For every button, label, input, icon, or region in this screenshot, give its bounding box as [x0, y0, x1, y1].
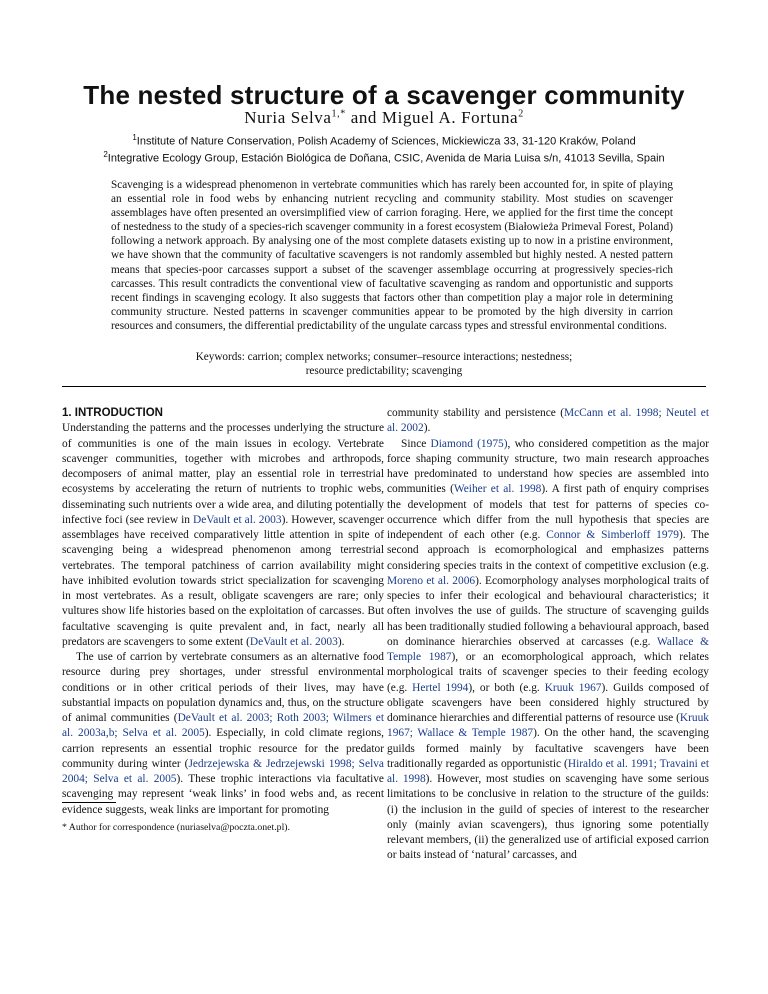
citation-link[interactable]: DeVault et al. 2003; Roth 2003; Wilmers et al. 2003a,b; Selva et al. 2005: [62, 712, 385, 740]
citation-link[interactable]: DeVault et al. 2003: [193, 513, 282, 526]
author-name: Miguel A. Fortuna: [381, 108, 519, 127]
affiliation-number: 2: [103, 150, 108, 159]
paragraph: [387, 406, 709, 437]
text-run: community stability and persistence (: [387, 407, 564, 419]
affiliation-text: Integrative Ecology Group, Estación Biológica de Doñana, CSIC, Avenida de Maria Luisa s/n, 41013 Sevilla, Spain: [107, 152, 665, 165]
citation-link[interactable]: Hiraldo et al. 1991; Travaini et al. 1998: [387, 757, 709, 785]
text-run: ). These trophic interactions via facultative scavenging may represent ‘weak links’ in food webs and, as recent evidence suggests, weak links are important for promoting: [62, 773, 384, 816]
keywords-line: Keywords: carrion; complex networks; consumer–resource interactions; nestedness;: [195, 351, 573, 363]
paragraph: [62, 650, 384, 818]
text-run: ). However, scavenger assemblages have received comparatively little attention in spite of scavenging being a widespread phenomenon among terrestrial vertebrates. The temporal patchiness of carrion availability might have inhibited evolution towards strict specialization for scavenging in most vertebrates. As a result, obligate scavengers are rare; only vultures show life histories based on the exploitation of carcasses. But facultative scavenging is quite prevalent and, in fact, nearly all predators are scavengers to some extent (: [62, 513, 384, 648]
left-column: [62, 406, 384, 818]
text-run: , who considered competition as the major force shaping community structure, two main research approaches have predominated to understand how species are assembled into communities (: [387, 437, 710, 496]
citation-link[interactable]: Moreno et al. 2006: [387, 574, 476, 587]
text-run: ). On the other hand, the scavenging guilds formed mainly by facultative scavengers have been traditionally regarded as opportunistic (: [387, 727, 709, 770]
text-run: ), or both (e.g.: [468, 681, 545, 694]
citation-link[interactable]: Jedrzejewska & Jedrzejewski 1998; Selva 2004; Selva et al. 2005: [62, 757, 384, 785]
citation-link[interactable]: Kruuk 1967; Wallace & Temple 1987: [387, 712, 709, 740]
citation-link[interactable]: Hertel 1994: [412, 681, 469, 694]
keywords: [0, 350, 768, 379]
section-divider: [62, 386, 706, 387]
author-name: Nuria Selva: [244, 108, 332, 127]
text-run: The use of carrion by vertebrate consumers as an alternative food resource during prey shortages, under stressful environmental conditions or in other critical periods of their lives, may have substantial impacts on population dynamics and, thus, on the structure of animal communities (: [62, 651, 384, 724]
citation-link[interactable]: McCann et al. 1998; Neutel et al. 2002: [387, 407, 709, 435]
text-run: Since: [401, 437, 431, 450]
keywords-line: resource predictability; scavenging: [305, 365, 463, 378]
text-run: ). The second approach is ecomorphological and emphasizes patterns considering species traits in the context of competitive exclusion (e.g.: [387, 529, 709, 572]
citation-link[interactable]: Weiher et al. 1998: [453, 483, 542, 496]
citation-link[interactable]: DeVault et al. 2003: [249, 635, 338, 648]
text-run: ). Guilds composed of obligate scavengers have been considered highly structured by dominance hierarchies and differential patterns of resource use (: [387, 681, 709, 724]
footnote: * Author for correspondence (nuriaselva@poczta.onet.pl).: [62, 822, 291, 833]
text-run: Understanding the patterns and the processes underlying the structure of communities is one of the main issues in ecology. Vertebrate scavenger communities, together with microbes and arthropods, decomposers of animal matter, play an essential role in terrestrial ecosystems by accelerating the return of nutrients to trophic webs, disseminating such nutrients over a wide area, and diluting potentially infective foci (see review in: [62, 422, 384, 526]
footnote-divider: [62, 802, 116, 803]
text-run: ). Ecomorphology analyses morphological traits of species to infer their ecological and behavioural characteristics; it often involves the use of guilds. The structure of scavenging guilds has been traditionally studied following a behavioural approach, based on dominance hierarchies observed at carcasses (e.g.: [387, 574, 709, 648]
text-run: ). A first path of enquiry comprises the development of models that test for patterns of species co-occurrence which differ from the null hypothesis that species are independent of each other (e.g.: [387, 483, 709, 541]
affiliation-number: 1: [132, 133, 137, 142]
author-line: [0, 108, 768, 128]
text-run: ). However, most studies on scavenging have some serious limitations to be conclusive in relation to the structure of the guilds: (i) the inclusion in the guild of species of interest to the researcher only (mainly avian scavengers), thus ignoring some potentially relevant members, (ii) the generalized use of artificial exposed carrion or baits instead of ‘natural’ carcasses, and: [387, 773, 709, 862]
author-affiliation-mark: 2: [518, 108, 524, 120]
paper-title: The nested structure of a scavenger community: [83, 80, 685, 110]
citation-link[interactable]: Kruuk 1967: [544, 681, 602, 694]
right-column: [387, 406, 709, 864]
text-run: ).: [337, 635, 345, 648]
paragraph: [387, 437, 709, 864]
affiliation-text: Institute of Nature Conservation, Polish Academy of Sciences, Mickiewicza 33, 31-120 Kraków, Poland: [136, 135, 636, 148]
paragraph: [62, 421, 384, 650]
citation-link[interactable]: Connor & Simberloff 1979: [546, 529, 679, 541]
author-affiliation-mark: 1,*: [331, 108, 346, 120]
citation-link[interactable]: Diamond (1975): [430, 437, 508, 450]
abstract: Scavenging is a widespread phenomenon in vertebrate communities which has rarely been accounted for, in spite of playing an essential role in food webs by enhancing nutrient recycling and community stability. Most studies on scavenger assemblages have often presented an oversimplified view of carrion foraging. Here, we applied for the first time the concept of nestedness to the study of a species-rich scavenger community in a forest ecosystem (Białowieża Primeval Forest, Poland) following a network approach. By analysing one of the most complete datasets existing up to now in a pristine environment, we have shown that the community of facultative scavengers is not randomly assembled but highly nested. A nested pattern means that species-poor carcasses support a subset of the scavenger assemblage occurring at progressively species-rich carcasses. This result contradicts the conventional view of facultative scavenging as random and opportunistic and supports recent findings in scavenging ecology. It also suggests that factors other than competition play a major role in determining community structure. Nested patterns in scavenger communities appear to be promoted by the high diversity in carrion resources and consumers, the differential predictability of the ungulate carcass types and stressful environmental conditions.: [111, 179, 673, 332]
affiliation-1: [0, 133, 768, 148]
text-run: ), or an ecomorphological approach, which relates morphological traits of scavenger species to their feeding ecology (e.g.: [387, 651, 709, 694]
section-heading: 1. INTRODUCTION: [62, 407, 163, 419]
citation-link[interactable]: Wallace & Temple 1987: [387, 635, 709, 663]
text-run: ). Especially, in cold climate regions, carrion represents an essential trophic resource for the predator community during winter (: [62, 727, 384, 770]
author-conjunction: and: [350, 108, 378, 127]
affiliation-2: [0, 150, 768, 165]
text-run: ).: [423, 422, 431, 435]
